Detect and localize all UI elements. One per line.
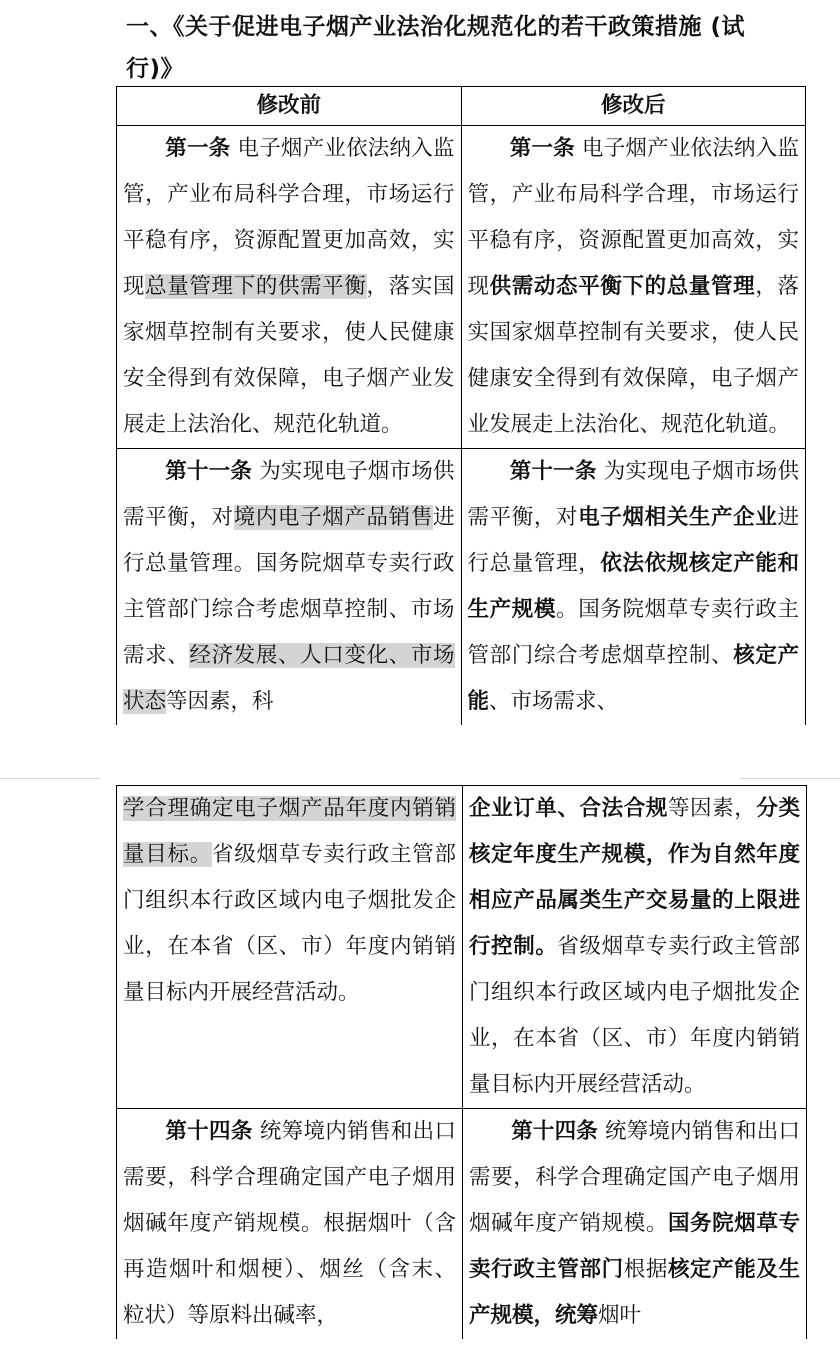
bold-revision: 分类核定年度生产规模，作为自然年度相应产品属类生产交易量的上限进行控制。: [469, 796, 800, 959]
highlighted-text: 经济发展、人口变化、市场状态: [123, 643, 455, 714]
article-1-before: [117, 126, 462, 449]
body-text: 烟叶: [598, 1303, 642, 1328]
page-break-line: [0, 778, 100, 779]
document-heading: 一、《关于促进电子烟产业法治化规范化的若干政策措施 (试行)》: [126, 14, 746, 82]
article-14-after: [463, 1109, 807, 1340]
highlighted-text: 学合理确定电子烟产品年度内销销量目标。: [123, 796, 456, 867]
bold-revision: 企业订单、合法合规: [469, 796, 668, 821]
article-label: 第一条: [165, 136, 231, 161]
body-text: 、市场需求、: [489, 689, 619, 714]
body-text: ，落实国家烟草控制有关要求，使人民健康安全得到有效保障，电子烟产业发展走上法治化、规范化轨道。: [123, 274, 455, 437]
article-11-before-cont: [117, 786, 463, 1109]
body-text: 根据: [623, 1257, 668, 1282]
bold-revision: 核定产能及生产规模，统筹: [469, 1257, 800, 1328]
header-before: 修改前: [117, 87, 462, 126]
bold-revision: 供需动态平衡下的总量管理: [489, 274, 756, 299]
article-11-before: [117, 449, 462, 726]
comparison-table-page2: [116, 785, 807, 1339]
article-label: 第十一条: [165, 459, 253, 484]
article-label: 第一条: [509, 136, 575, 161]
table-row-article-1: [117, 126, 806, 449]
article-14-before: [117, 1109, 463, 1340]
comparison-table-page1: [116, 86, 806, 725]
body-text: ，落实国家烟草控制有关要求，使人民健康安全得到有效保障，电子烟产业发展走上法治化、规范化轨道。: [467, 274, 799, 437]
table-row-article-11-part1: [117, 449, 806, 726]
body-text: 为实现电子烟市场供需平衡，对: [467, 459, 799, 530]
page-break-line: [740, 778, 840, 779]
article-1-after: [461, 126, 806, 449]
body-text: 统筹境内销售和出口需要，科学合理确定国产电子烟用烟碱年度产销规模。根据烟叶（含再造烟叶和烟梗）、烟丝（含末、粒状）等原料出碱率，: [123, 1119, 456, 1328]
body-text: 省级烟草专卖行政主管部门组织本行政区域内电子烟批发企业，在本省（区、市）年度内销销量目标内开展经营活动。: [123, 842, 456, 1005]
article-label: 第十四条: [511, 1119, 598, 1144]
table-row-article-14: [117, 1109, 807, 1340]
highlighted-text: 境内电子烟产品销售: [233, 505, 433, 530]
body-text: 电子烟产业依法纳入监管，产业布局科学合理，市场运行平稳有序，资源配置更加高效，实现: [467, 136, 799, 299]
body-text: 为实现电子烟市场供需平衡，对: [123, 459, 455, 530]
body-text: 统筹境内销售和出口需要，科学合理确定国产电子烟用烟碱年度产销规模。: [469, 1119, 800, 1236]
body-text: 进行总量管理，: [467, 505, 799, 576]
header-after: 修改后: [461, 87, 806, 126]
body-text: 电子烟产业依法纳入监管，产业布局科学合理，市场运行平稳有序，资源配置更加高效，实现: [123, 136, 455, 299]
body-text: 。国务院烟草专卖行政主管部门综合考虑烟草控制、: [467, 597, 799, 668]
body-text: 等因素，科: [166, 689, 274, 714]
table-header-row: [117, 87, 806, 126]
article-label: 第十四条: [165, 1119, 253, 1144]
article-11-after: [461, 449, 806, 726]
bold-revision: 依法依规核定产能和生产规模: [467, 551, 799, 622]
page-break: [0, 772, 840, 786]
body-text: 省级烟草专卖行政主管部门组织本行政区域内电子烟批发企业，在本省（区、市）年度内销销量目标内开展经营活动。: [469, 934, 800, 1097]
article-label: 第十一条: [509, 459, 597, 484]
highlighted-text: 总量管理下的供需平衡: [145, 274, 367, 299]
table-row-article-11-part2: [117, 786, 807, 1109]
bold-revision: 核定产能: [467, 643, 799, 714]
article-11-after-cont: [463, 786, 807, 1109]
body-text: 进行总量管理。国务院烟草专卖行政主管部门综合考虑烟草控制、市场需求、: [123, 505, 455, 668]
body-text: 等因素，: [667, 796, 757, 821]
bold-revision: 国务院烟草专卖行政主管部门: [469, 1211, 800, 1282]
bold-revision: 电子烟相关生产企业: [578, 505, 778, 530]
